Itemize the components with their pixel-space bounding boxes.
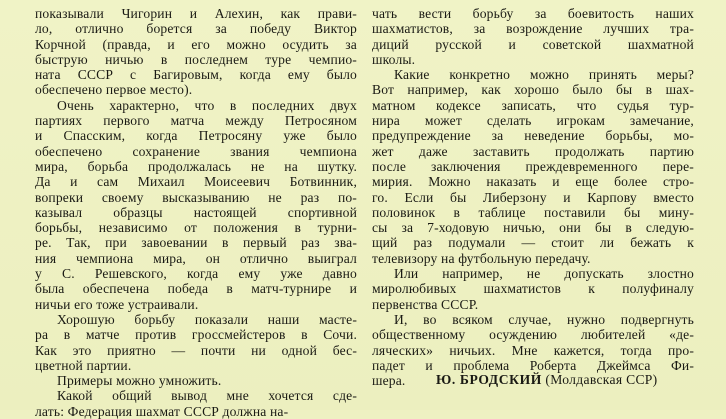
text-line: Какие конкретно можно принять меры? [394,67,694,83]
left-column [35,6,357,419]
text-line: телевизору на футбольную передачу. [372,250,591,266]
text-line: ната СССР с Багировым, когда ему было [35,67,357,83]
text-line: шахматистов, за возрождение лучших тра- [372,21,694,37]
text-line: ния чемпиона мира, он отлично выиграл [35,250,357,266]
text-line: вопреки своему высказыванию не раз по- [35,189,357,205]
text-line: мира, борьба продолжалась не на шутку. [35,158,357,174]
text-line: падет и проблема Роберта Джеймса Фи- [372,357,694,373]
text-line: предупреждение за неведение борьбы, мо- [372,128,694,144]
author-signature [436,372,698,387]
text-line: миролюбивых шахматистов к полуфиналу [372,281,694,297]
text-line: Хорошую борьбу показали наши масте- [57,311,357,327]
text-line: первенства СССР. [372,296,479,312]
text-line: ляческих» ничьих. Мне кажется, тогда про- [372,342,694,358]
text-line: жет даже заставить продолжать партию [372,143,694,159]
text-line: Очень характерно, что в последних двух [57,97,357,113]
text-line: после заключения преждевременного пере- [372,158,694,174]
text-line: обеспечено сохранение звания чемпиона [35,143,357,159]
text-line: Да и сам Михаил Моисеевич Ботвинник, [35,174,357,190]
text-line: была обеспечена победа в матч-турнире и [35,281,357,297]
text-line: Или например, не допускать злостно [394,266,694,282]
text-line: партиях первого матча между Петросяном [35,113,357,129]
text-line: ра в матче против гроссмейстеров в Сочи. [35,327,357,343]
text-line: Примеры можно умножить. [57,373,222,389]
text-line: обеспечено первое место). [35,82,193,98]
author-region: (Молдавская ССР) [545,372,658,387]
text-line: матном кодексе записать, что судья тур- [372,97,694,113]
text-line: Корчной (правда, и его можно осудить за [35,36,357,52]
text-line: ре. Так, при завоевании в первый раз зва- [35,235,357,251]
text-line: диций русской и советской шахматной [372,36,694,52]
right-column [372,6,694,388]
text-line: Как это приятно — почти ни одной бес- [35,342,357,358]
text-line: цветной партии. [35,357,132,373]
text-line: ничьи его тоже устраивали. [35,296,199,312]
text-line: мирия. Можно наказать и еще более стро- [372,174,694,190]
text-line: го. Если бы Либерзону и Карпову вместо [372,189,694,205]
text-line: шера. [372,373,406,389]
text-line: борьбы, независимо от положения в турни- [35,220,357,236]
text-line: И, во всяком случае, нужно подвергнуть [394,311,694,327]
author-name: Ю. БРОДСКИЙ [436,372,542,387]
text-line: Вот например, как хорошо было бы в шах- [372,82,694,98]
text-line: быструю ничью в последнем туре чемпио- [35,51,357,67]
text-line: Какой общий вывод мне хочется сде- [57,388,357,404]
text-line: половинок в таблице поставили бы мину- [372,204,694,220]
text-line: чать вести борьбу за боевитость наших [372,6,694,21]
text-line: школы. [372,51,416,67]
text-line: нира может сделать игрокам замечание, [372,113,694,129]
text-line: общественному осуждению любителей «де- [372,327,694,343]
text-line: казывал образцы настоящей спортивной [35,204,357,220]
text-line: и Спасским, когда Петросяну уже было [35,128,357,144]
text-line: сы за 7-ходовую ничью, они бы в следую- [372,220,694,236]
text-line: у С. Решевского, когда ему уже давно [35,266,357,282]
text-line: показывали Чигорин и Алехин, как прави- [35,6,357,21]
text-line: лать: Федерация шахмат СССР должна на- [35,403,289,419]
text-line: ло, отлично борется за победу Виктор [35,21,357,37]
text-line: щий раз подумали — стоит ли бежать к [372,235,694,251]
